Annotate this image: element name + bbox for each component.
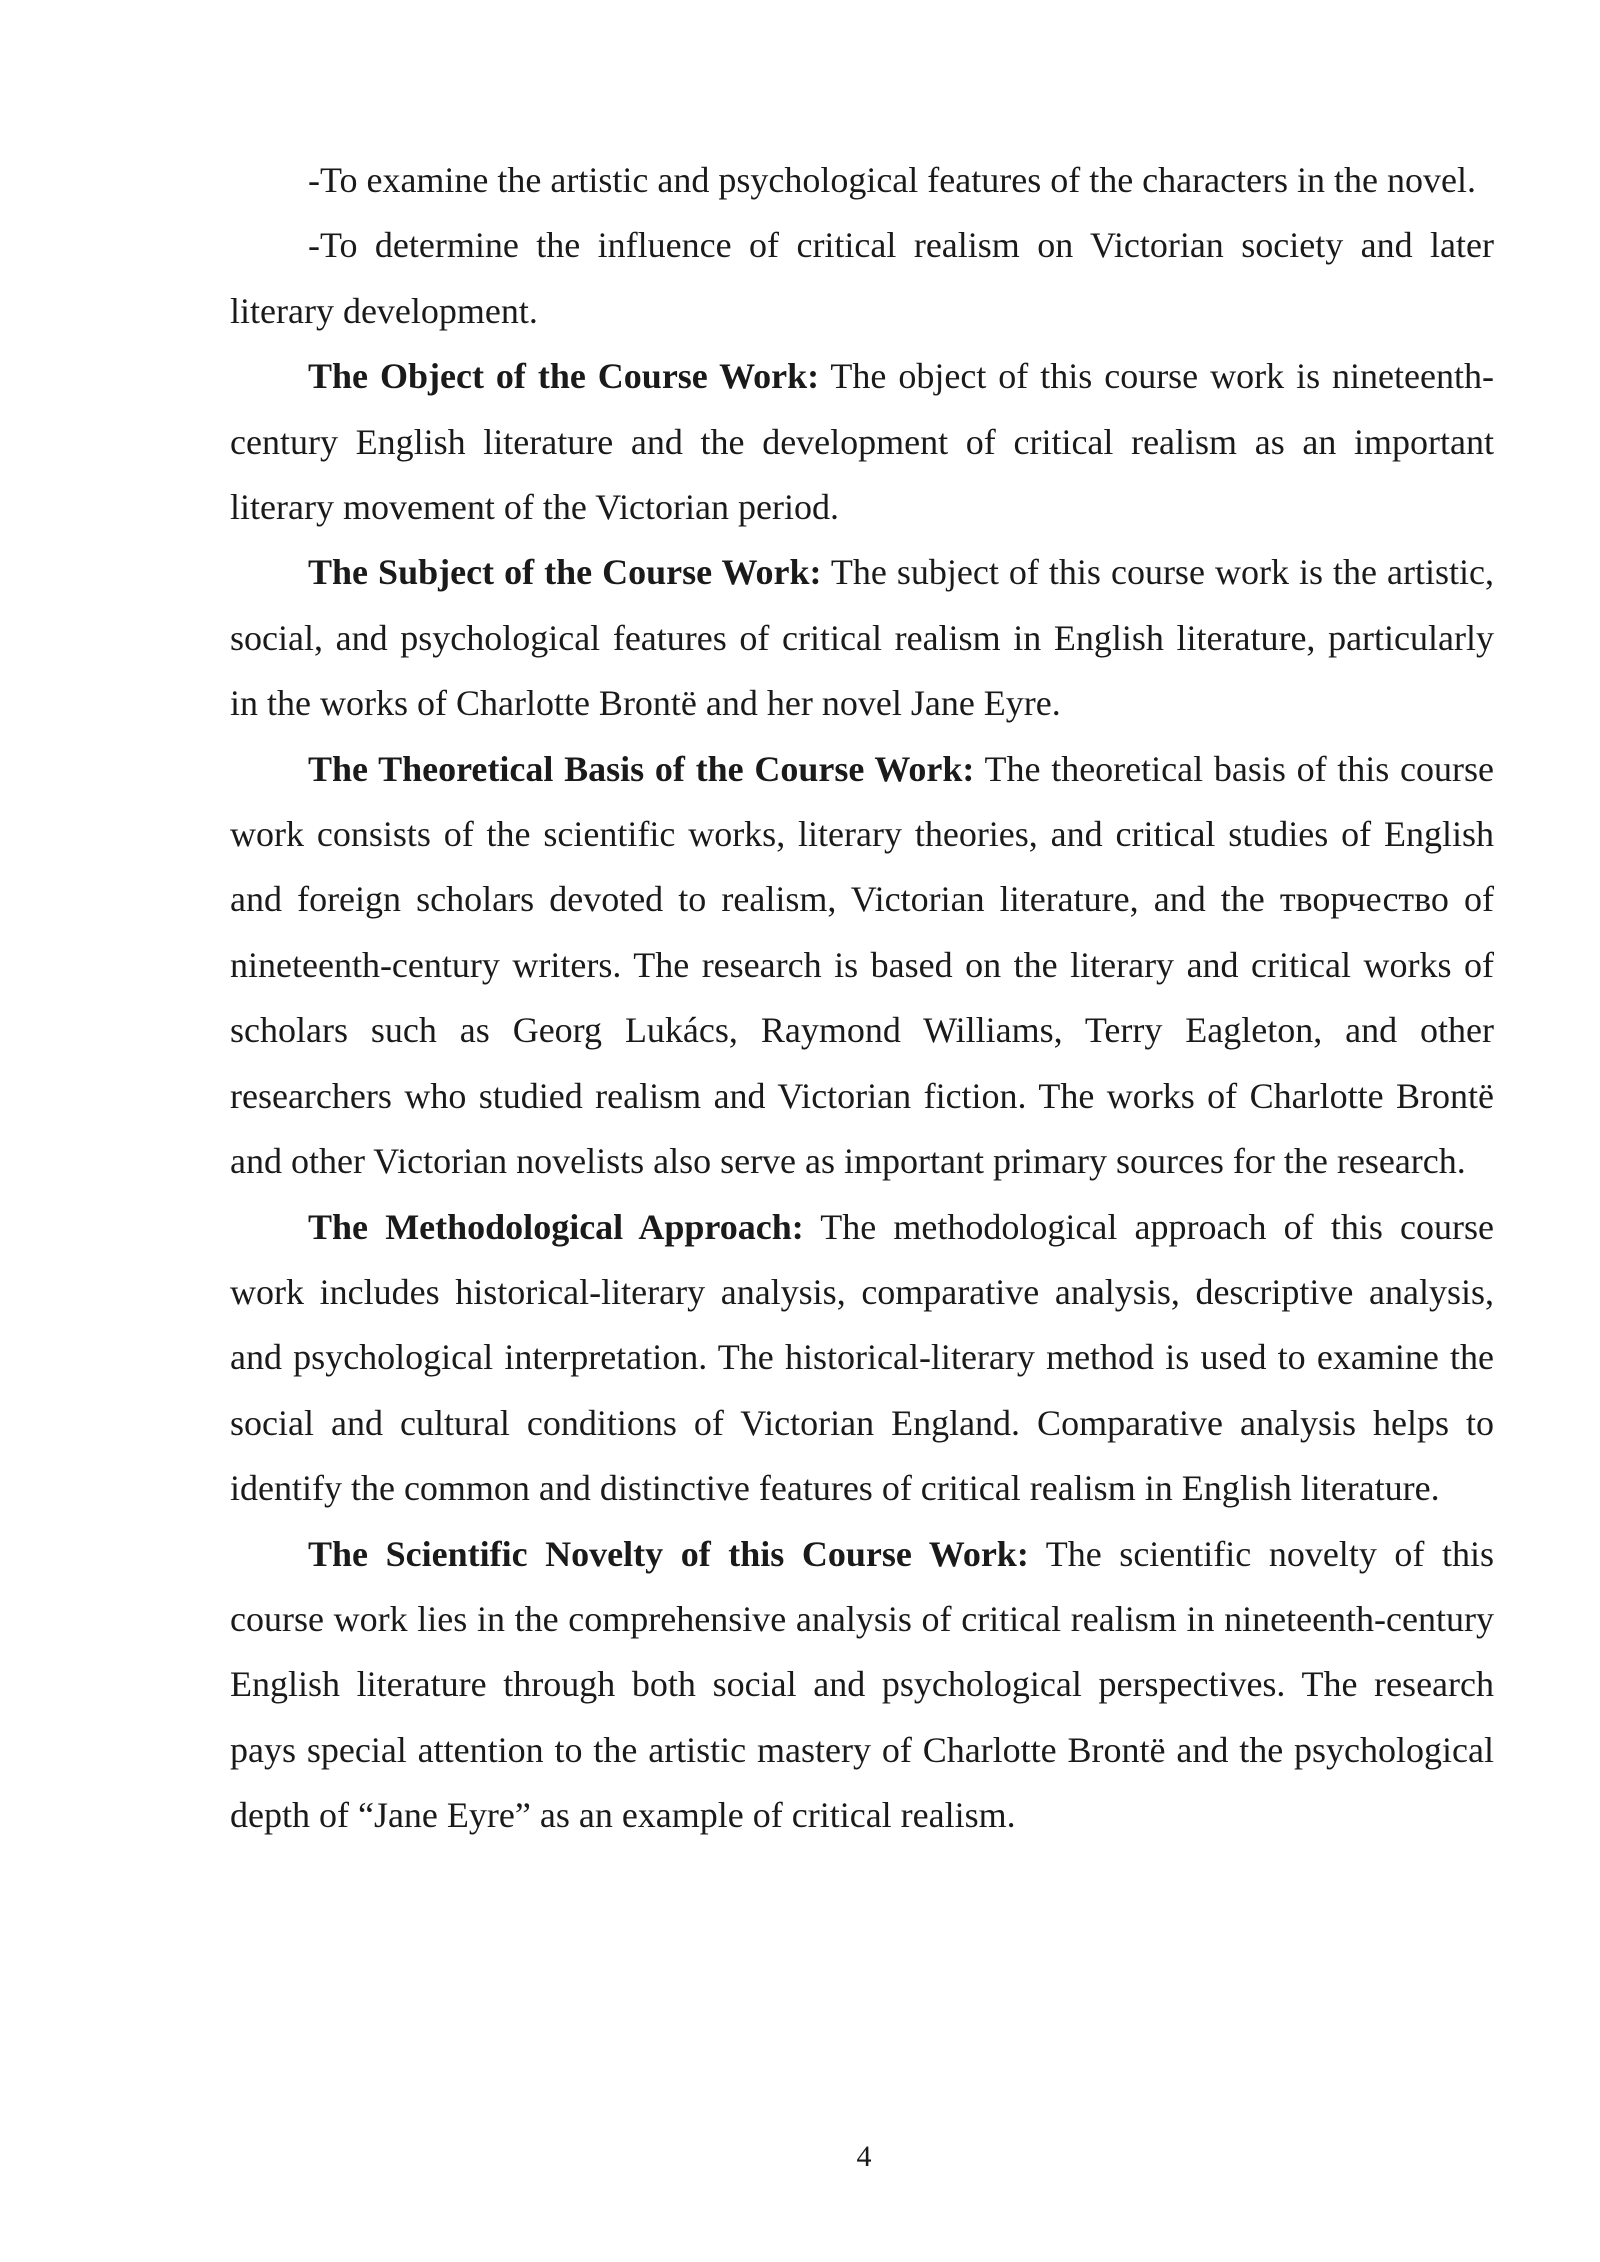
theoretical-basis-paragraph	[230, 737, 1494, 1195]
subject-heading: The Subject of the Course Work:	[308, 552, 822, 593]
scientific-novelty-heading: The Scientific Novelty of this Course Work:	[308, 1533, 1029, 1574]
object-heading: The Object of the Course Work:	[308, 356, 820, 397]
subject-text: The subject of this course work is the artistic, social, and psychological features of critical realism in English literature, particularly in the works of Charlotte Brontë and her novel Jane Eyre.	[230, 552, 1494, 724]
object-paragraph	[230, 344, 1494, 540]
subject-paragraph	[230, 540, 1494, 736]
methodological-approach-text: The methodological approach of this course work includes historical-literary analysis, comparative analysis, descriptive analysis, and psychological interpretation. The historical-literary method is used to examine the social and cultural conditions of Victorian England. Comparative analysis helps to identify the common and distinctive features of critical realism in English literature.	[230, 1206, 1494, 1509]
task-paragraph-characters	[230, 148, 1494, 213]
methodological-approach-heading: The Methodological Approach:	[308, 1206, 804, 1247]
scientific-novelty-paragraph	[230, 1522, 1494, 1849]
task-paragraph-influence	[230, 213, 1494, 344]
task-influence-text: -To determine the influence of critical realism on Victorian society and later literary development.	[230, 225, 1494, 331]
object-text: The object of this course work is nineteenth-century English literature and the development of critical realism as an important literary movement of the Victorian period.	[230, 356, 1494, 528]
page-body	[230, 148, 1494, 1849]
scientific-novelty-text: The scientific novelty of this course work lies in the comprehensive analysis of critical realism in nineteenth-century English literature through both social and psychological perspectives. The research pays special attention to the artistic mastery of Charlotte Brontë and the psychological depth of “Jane Eyre” as an example of critical realism.	[230, 1533, 1494, 1836]
theoretical-basis-heading: The Theoretical Basis of the Course Work:	[308, 748, 975, 789]
methodological-approach-paragraph	[230, 1195, 1494, 1522]
task-characters-text: -To examine the artistic and psychological features of the characters in the novel.	[308, 160, 1477, 200]
page-number: 4	[856, 2140, 872, 2173]
theoretical-basis-text: The theoretical basis of this course work consists of the scientific works, literary theories, and critical studies of English and foreign scholars devoted to realism, Victorian literature, and the творчество of nineteenth-century writers. The research is based on the literary and critical works of scholars such as Georg Lukács, Raymond Williams, Terry Eagleton, and other researchers who studied realism and Victorian fiction. The works of Charlotte Brontë and other Victorian novelists also serve as important primary sources for the research.	[230, 748, 1494, 1182]
